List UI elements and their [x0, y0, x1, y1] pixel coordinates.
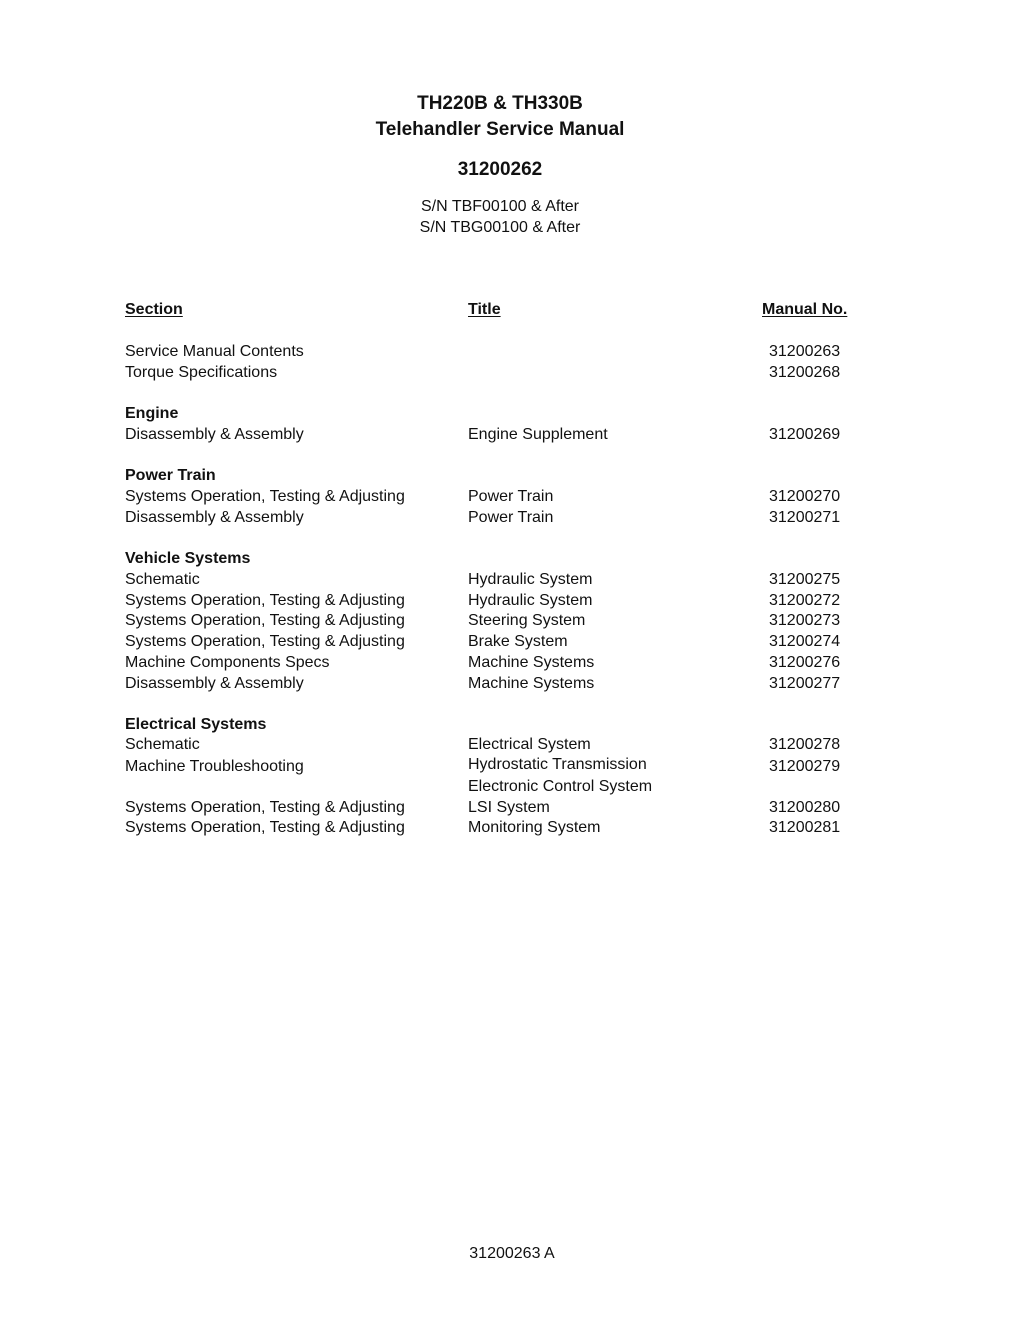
row-section: Torque Specifications	[125, 364, 278, 381]
row-manual-no: 31200274	[769, 633, 841, 650]
row-manual-no: 31200278	[769, 736, 841, 753]
row-manual-no: 31200268	[769, 364, 841, 381]
group-heading-power-train: Power Train	[125, 467, 216, 484]
table-row	[0, 486, 1024, 507]
title-line-1: TH220B & TH330B	[417, 93, 583, 114]
table-row	[0, 631, 1024, 652]
footer-document-id: 31200263 A	[469, 1245, 555, 1262]
row-section: Schematic	[125, 736, 200, 753]
row-title: Machine Systems	[468, 654, 595, 671]
group-heading-engine: Engine	[125, 405, 179, 422]
row-section: Systems Operation, Testing & Adjusting	[125, 819, 405, 836]
column-header-title: Title	[468, 301, 501, 318]
table-row	[0, 652, 1024, 673]
table-row	[0, 341, 1024, 362]
row-title: Hydraulic System	[468, 592, 593, 609]
row-manual-no: 31200276	[769, 654, 841, 671]
row-manual-no: 31200270	[769, 488, 841, 505]
row-title: LSI System	[468, 799, 550, 816]
row-manual-no: 31200275	[769, 571, 841, 588]
row-title-line-2: Electronic Control System	[468, 778, 653, 795]
table-row	[0, 797, 1024, 818]
column-header-manual-no: Manual No.	[762, 301, 848, 318]
serial-number-line-1: S/N TBF00100 & After	[420, 198, 579, 215]
row-title: Engine Supplement	[468, 426, 608, 443]
table-row	[0, 507, 1024, 528]
row-manual-no: 31200269	[769, 426, 841, 443]
row-section: Systems Operation, Testing & Adjusting	[125, 488, 405, 505]
row-title: Power Train	[468, 509, 554, 526]
table-row	[0, 673, 1024, 694]
table-row	[0, 610, 1024, 631]
table-row	[0, 569, 1024, 590]
row-title: Machine Systems	[468, 675, 595, 692]
table-row-continuation	[0, 776, 1024, 797]
serial-number-line-2: S/N TBG00100 & After	[419, 219, 581, 236]
row-manual-no: 31200273	[769, 612, 841, 629]
row-section: Service Manual Contents	[125, 343, 304, 360]
row-title: Monitoring System	[468, 819, 601, 836]
row-manual-no: 31200277	[769, 675, 841, 692]
title-line-2: Telehandler Service Manual	[375, 119, 625, 140]
row-title: Hydrostatic Transmission	[468, 756, 647, 773]
row-section: Disassembly & Assembly	[125, 675, 304, 692]
row-section: Systems Operation, Testing & Adjusting	[125, 633, 405, 650]
row-section: Systems Operation, Testing & Adjusting	[125, 799, 405, 816]
row-section: Systems Operation, Testing & Adjusting	[125, 592, 405, 609]
row-title: Power Train	[468, 488, 554, 505]
table-row	[0, 734, 1024, 755]
column-header-section: Section	[125, 301, 183, 318]
table-row	[0, 817, 1024, 838]
row-manual-no: 31200271	[769, 509, 841, 526]
row-section: Systems Operation, Testing & Adjusting	[125, 612, 405, 629]
row-section: Machine Troubleshooting	[125, 758, 304, 775]
table-row	[0, 424, 1024, 445]
table-row	[0, 590, 1024, 611]
row-manual-no: 31200281	[769, 819, 841, 836]
row-section: Machine Components Specs	[125, 654, 330, 671]
row-section: Disassembly & Assembly	[125, 509, 304, 526]
table-row	[0, 362, 1024, 383]
row-title: Brake System	[468, 633, 568, 650]
row-manual-no: 31200280	[769, 799, 841, 816]
group-heading-vehicle-systems: Vehicle Systems	[125, 550, 251, 567]
group-heading-electrical-systems: Electrical Systems	[125, 716, 267, 733]
row-section: Disassembly & Assembly	[125, 426, 304, 443]
row-title: Steering System	[468, 612, 586, 629]
row-section: Schematic	[125, 571, 200, 588]
row-title: Hydraulic System	[468, 571, 593, 588]
table-row	[0, 756, 1024, 777]
row-title: Electrical System	[468, 736, 591, 753]
row-manual-no: 31200263	[769, 343, 841, 360]
manual-number: 31200262	[457, 159, 543, 180]
row-manual-no: 31200279	[769, 758, 841, 775]
row-manual-no: 31200272	[769, 592, 841, 609]
